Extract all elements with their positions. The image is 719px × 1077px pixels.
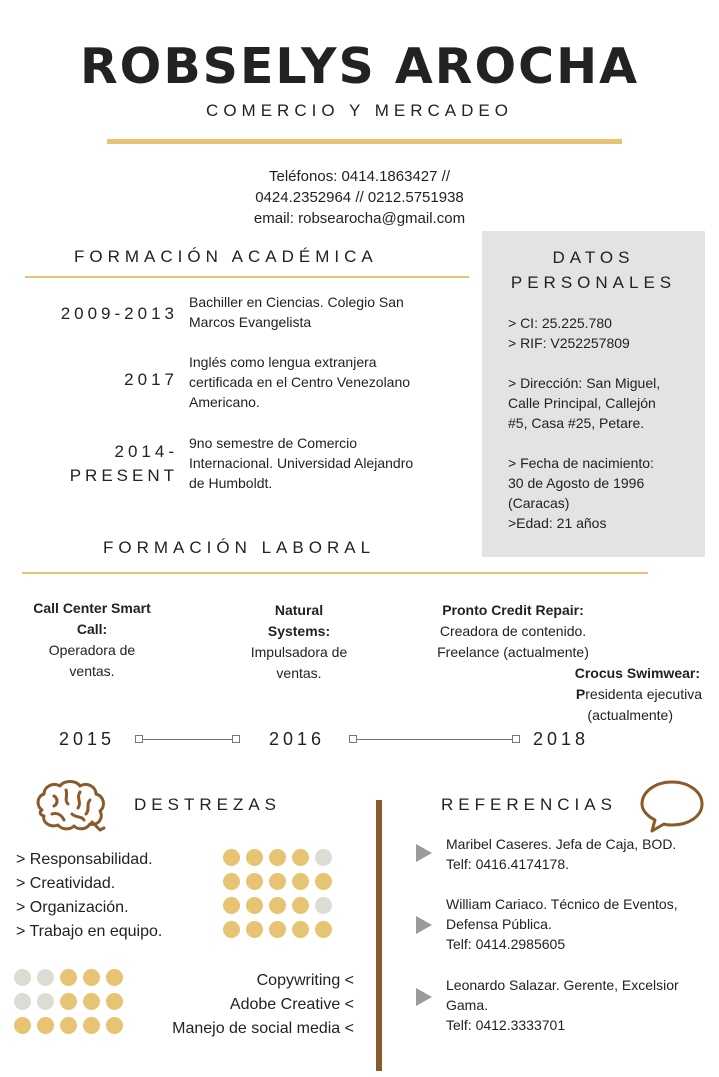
timeline-year: 2016 — [269, 729, 326, 749]
education-year: 2017 — [124, 370, 178, 389]
rating-dot-filled — [269, 873, 286, 890]
tool-item: Copywriting < — [256, 972, 354, 989]
profession-subtitle: COMERCIO Y MERCADEO — [206, 101, 513, 120]
tool-skills-list — [110, 969, 354, 1041]
rating-dot-filled — [83, 969, 100, 986]
rating-dot-filled — [223, 897, 240, 914]
personal-birth: > Fecha de nacimiento: — [508, 455, 654, 471]
tool-item: Adobe Creative < — [229, 996, 354, 1013]
job-company: Systems: — [267, 623, 331, 639]
education-line: 9no semestre de Comercio — [189, 435, 358, 451]
work-divider — [22, 572, 648, 574]
timeline-line — [357, 739, 512, 740]
reference-line: Telf: 0416.4174178. — [446, 856, 569, 872]
rating-dot-filled — [292, 873, 309, 890]
rating-dot-filled — [60, 993, 77, 1010]
skills-title: DESTREZAS — [134, 795, 282, 814]
rating-dot-filled — [292, 897, 309, 914]
education-line: de Humboldt. — [189, 475, 273, 491]
rating-dot-filled — [246, 873, 263, 890]
timeline-year: 2018 — [533, 729, 590, 749]
job-company: Call: — [76, 621, 108, 637]
rating-dot-filled — [223, 873, 240, 890]
rating-dot-empty — [37, 993, 54, 1010]
timeline-marker — [512, 735, 520, 743]
rating-dot-filled — [269, 897, 286, 914]
job-company: Natural — [274, 602, 324, 618]
job-company: Crocus Swimwear: — [574, 665, 700, 681]
personal-birth: 30 de Agosto de 1996 — [508, 475, 645, 491]
rating-dot-empty — [315, 897, 332, 914]
timeline-marker — [349, 735, 357, 743]
personal-rif: > RIF: V252257809 — [508, 335, 630, 351]
education-description — [189, 433, 474, 493]
personal-ci: > CI: 25.225.780 — [508, 315, 612, 331]
references-title: REFERENCIAS — [441, 795, 617, 814]
rating-dot-empty — [315, 849, 332, 866]
rating-dot-filled — [83, 993, 100, 1010]
reference-bullet-icon — [416, 844, 432, 862]
job-entry — [408, 600, 618, 663]
rating-dot-filled — [246, 849, 263, 866]
personal-data-list — [508, 313, 698, 533]
phones-line-1: Teléfonos: 0414.1863427 // — [269, 168, 450, 185]
soft-skills-list — [16, 848, 162, 944]
reference-line: Leonardo Salazar. Gerente, Excelsior — [446, 977, 679, 993]
personal-data-title — [482, 245, 705, 295]
job-role: ventas. — [276, 665, 322, 681]
job-company: Call Center Smart — [33, 600, 151, 616]
education-year-end: PRESENT — [69, 466, 178, 485]
skill-item: > Responsabilidad. — [16, 851, 153, 868]
rating-dot-filled — [14, 1017, 31, 1034]
reference-line: Gama. — [446, 997, 489, 1013]
reference-entry — [446, 894, 711, 954]
job-role: residenta ejecutiva — [585, 686, 702, 702]
job-role: Creadora de contenido. — [439, 623, 587, 639]
email-line[interactable]: email: robsearocha@gmail.com — [253, 210, 466, 227]
rating-dot-filled — [315, 873, 332, 890]
skill-item: > Trabajo en equipo. — [16, 923, 163, 940]
rating-dot-filled — [292, 921, 309, 938]
personal-address: > Dirección: San Miguel, — [508, 375, 661, 391]
reference-line: Telf: 0412.3333701 — [446, 1017, 566, 1033]
job-role: Operadora de — [48, 642, 136, 658]
rating-dot-filled — [60, 969, 77, 986]
education-year: 2009-2013 — [60, 304, 178, 323]
education-year — [20, 440, 178, 488]
education-title: FORMACIÓN ACADÉMICA — [74, 247, 378, 266]
rating-dot-filled — [223, 921, 240, 938]
timeline-marker — [232, 735, 240, 743]
job-entry — [225, 600, 373, 684]
personal-birth: (Caracas) — [508, 495, 570, 511]
header-divider — [107, 139, 622, 144]
rating-dot-filled — [246, 921, 263, 938]
personal-title-line: PERSONALES — [510, 273, 677, 292]
job-company: Pronto Credit Repair: — [442, 602, 584, 618]
job-entry — [12, 598, 172, 682]
rating-dot-filled — [83, 1017, 100, 1034]
rating-dot-filled — [315, 921, 332, 938]
education-description — [189, 292, 474, 332]
rating-dot-empty — [14, 993, 31, 1010]
education-line: Americano. — [189, 394, 260, 410]
reference-line: Telf: 0414.2985605 — [446, 936, 566, 952]
reference-line: Defensa Pública. — [446, 916, 552, 932]
job-role: ventas. — [69, 663, 115, 679]
reference-line: William Cariaco. Técnico de Eventos, — [446, 896, 678, 912]
rating-dot-filled — [269, 921, 286, 938]
rating-dot-filled — [37, 1017, 54, 1034]
education-line: Internacional. Universidad Alejandro — [189, 455, 414, 471]
timeline-year: 2015 — [59, 729, 116, 749]
personal-title-line: DATOS — [552, 248, 635, 267]
education-year-start: 2014- — [114, 442, 178, 461]
skill-item: > Creatividad. — [16, 875, 116, 892]
reference-entry — [446, 834, 711, 874]
rating-dot-filled — [60, 1017, 77, 1034]
rating-dot-filled — [246, 897, 263, 914]
reference-line: Maribel Caseres. Jefa de Caja, BOD. — [446, 836, 677, 852]
job-role-initial: P — [575, 686, 586, 702]
job-role: Impulsadora de — [250, 644, 348, 660]
education-divider — [25, 276, 469, 278]
reference-entry — [446, 975, 711, 1035]
job-role: Freelance (actualmente) — [437, 644, 589, 660]
timeline-marker — [135, 735, 143, 743]
personal-address: Calle Principal, Callejón — [508, 395, 656, 411]
rating-dot-empty — [37, 969, 54, 986]
timeline-line — [143, 739, 232, 740]
skill-item: > Organización. — [16, 899, 129, 916]
education-line: Bachiller en Ciencias. Colegio San — [189, 294, 404, 310]
reference-bullet-icon — [416, 988, 432, 1006]
tool-item: Manejo de social media < — [172, 1020, 354, 1037]
education-description — [189, 352, 474, 412]
rating-dot-filled — [292, 849, 309, 866]
job-role: (actualmente) — [587, 707, 673, 723]
rating-dot-filled — [269, 849, 286, 866]
job-entry — [530, 663, 710, 726]
column-separator — [376, 800, 382, 1071]
reference-bullet-icon — [416, 916, 432, 934]
education-line: Marcos Evangelista — [189, 314, 312, 330]
personal-age: >Edad: 21 años — [508, 515, 607, 531]
rating-dot-filled — [223, 849, 240, 866]
rating-dot-empty — [14, 969, 31, 986]
personal-address: #5, Casa #25, Petare. — [508, 415, 645, 431]
candidate-name: ROBSELYS AROCHA — [79, 38, 640, 95]
speech-bubble-icon — [638, 778, 706, 839]
contact-block — [0, 166, 719, 229]
phones-line-2: 0424.2352964 // 0212.5751938 — [255, 189, 464, 206]
education-line: Inglés como lengua extranjera — [189, 354, 377, 370]
work-title: FORMACIÓN LABORAL — [103, 538, 376, 557]
education-line: certificada en el Centro Venezolano — [189, 374, 411, 390]
brain-icon — [34, 778, 108, 839]
